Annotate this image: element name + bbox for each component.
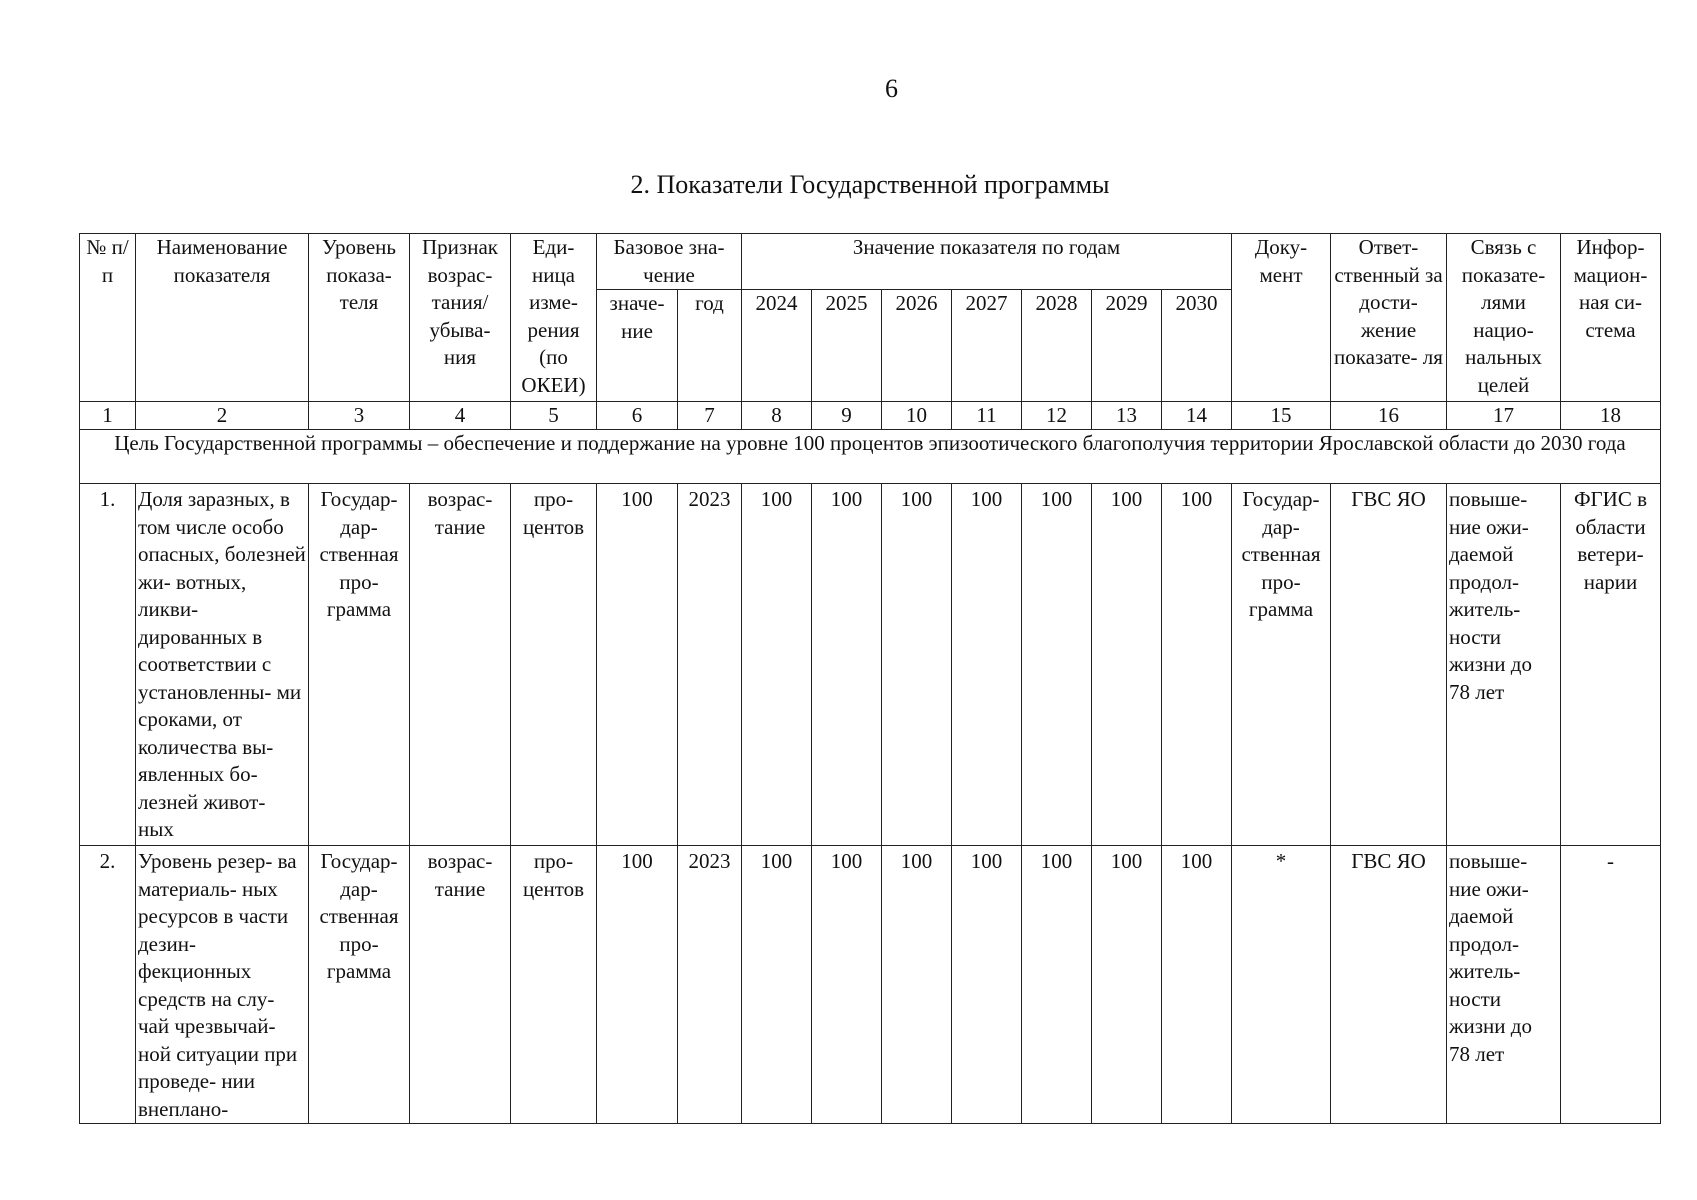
row-base-value: 100 xyxy=(597,846,678,1124)
column-number: 1 xyxy=(80,402,136,430)
row-value: 100 xyxy=(1022,484,1092,846)
column-number: 8 xyxy=(742,402,812,430)
row-unit: про- центов xyxy=(511,846,597,1124)
section-title: 2. Показатели Государственной программы xyxy=(630,170,1110,199)
table-row xyxy=(80,484,1661,846)
column-number: 18 xyxy=(1561,402,1661,430)
header-unit: Еди- ница изме- рения (по ОКЕИ) xyxy=(511,234,597,402)
header-resp: Ответ- ственный за дости- жение показате- ля xyxy=(1331,234,1447,402)
column-number: 2 xyxy=(136,402,309,430)
row-value: 100 xyxy=(882,484,952,846)
column-number: 12 xyxy=(1022,402,1092,430)
header-row-1 xyxy=(80,234,1661,290)
indicators-table xyxy=(79,233,1661,1124)
header-num: № п/п xyxy=(80,234,136,402)
row-name: Доля заразных, в том числе особо опасных, болезней жи- вотных, ликви- дированных в соответствии с установленны- ми сроками, от количества вы- явленных бо- лезней живот- ных xyxy=(136,484,309,846)
row-doc: Государ- дар- ственная про- грамма xyxy=(1232,484,1331,846)
row-resp: ГВС ЯО xyxy=(1331,484,1447,846)
row-base-value: 100 xyxy=(597,484,678,846)
goal-text: Цель Государственной программы – обеспечение и поддержание на уровне 100 процентов эпизоотического благополучия территории Ярославской области до 2030 года xyxy=(80,430,1661,484)
column-number: 16 xyxy=(1331,402,1447,430)
row-link: повыше- ние ожи- даемой продол- житель- ности жизни до 78 лет xyxy=(1447,484,1561,846)
row-name: Уровень резер- ва материаль- ных ресурсов в части дезин- фекционных средств на слу- чай чрезвычай- ной ситуации при проведе- нии внеплано- xyxy=(136,846,309,1124)
column-number: 7 xyxy=(678,402,742,430)
row-info: ФГИС в области ветери- нарии xyxy=(1561,484,1661,846)
row-resp: ГВС ЯО xyxy=(1331,846,1447,1124)
row-value: 100 xyxy=(1162,484,1232,846)
column-number: 6 xyxy=(597,402,678,430)
row-base-year: 2023 xyxy=(678,484,742,846)
column-number: 17 xyxy=(1447,402,1561,430)
column-number: 3 xyxy=(309,402,410,430)
row-num: 2. xyxy=(80,846,136,1124)
row-base-year: 2023 xyxy=(678,846,742,1124)
row-unit: про- центов xyxy=(511,484,597,846)
column-number: 15 xyxy=(1232,402,1331,430)
row-value: 100 xyxy=(1022,846,1092,1124)
header-year: 2026 xyxy=(882,290,952,402)
header-link: Связь с показате- лями нацио- нальных целей xyxy=(1447,234,1561,402)
header-base-year: год xyxy=(678,290,742,402)
header-year: 2025 xyxy=(812,290,882,402)
header-year: 2030 xyxy=(1162,290,1232,402)
header-level: Уровень показа- теля xyxy=(309,234,410,402)
column-number: 10 xyxy=(882,402,952,430)
row-num: 1. xyxy=(80,484,136,846)
row-value: 100 xyxy=(952,484,1022,846)
row-sign: возрас- тание xyxy=(410,484,511,846)
header-year: 2027 xyxy=(952,290,1022,402)
row-link: повыше- ние ожи- даемой продол- житель- ности жизни до 78 лет xyxy=(1447,846,1561,1124)
header-year: 2029 xyxy=(1092,290,1162,402)
goal-row xyxy=(80,430,1661,484)
header-year: 2024 xyxy=(742,290,812,402)
row-value: 100 xyxy=(742,846,812,1124)
header-sign: Признак возрас- тания/ убыва- ния xyxy=(410,234,511,402)
column-number-row xyxy=(80,402,1661,430)
row-value: 100 xyxy=(812,846,882,1124)
row-value: 100 xyxy=(1092,846,1162,1124)
header-name: Наименование показателя xyxy=(136,234,309,402)
row-value: 100 xyxy=(742,484,812,846)
row-value: 100 xyxy=(882,846,952,1124)
row-value: 100 xyxy=(812,484,882,846)
column-number: 11 xyxy=(952,402,1022,430)
row-level: Государ- дар- ственная про- грамма xyxy=(309,484,410,846)
row-level: Государ- дар- ственная про- грамма xyxy=(309,846,410,1124)
header-year: 2028 xyxy=(1022,290,1092,402)
row-value: 100 xyxy=(1162,846,1232,1124)
row-value: 100 xyxy=(1092,484,1162,846)
column-number: 9 xyxy=(812,402,882,430)
column-number: 13 xyxy=(1092,402,1162,430)
header-base-value: значе- ние xyxy=(597,290,678,402)
row-doc: * xyxy=(1232,846,1331,1124)
header-base: Базовое зна- чение xyxy=(597,234,742,290)
table-row xyxy=(80,846,1661,1124)
row-sign: возрас- тание xyxy=(410,846,511,1124)
header-doc: Доку- мент xyxy=(1232,234,1331,402)
page-number: 6 xyxy=(885,74,898,103)
row-value: 100 xyxy=(952,846,1022,1124)
column-number: 14 xyxy=(1162,402,1232,430)
header-years: Значение показателя по годам xyxy=(742,234,1232,290)
header-info: Инфор- мацион- ная си- стема xyxy=(1561,234,1661,402)
row-info: - xyxy=(1561,846,1661,1124)
column-number: 4 xyxy=(410,402,511,430)
column-number: 5 xyxy=(511,402,597,430)
